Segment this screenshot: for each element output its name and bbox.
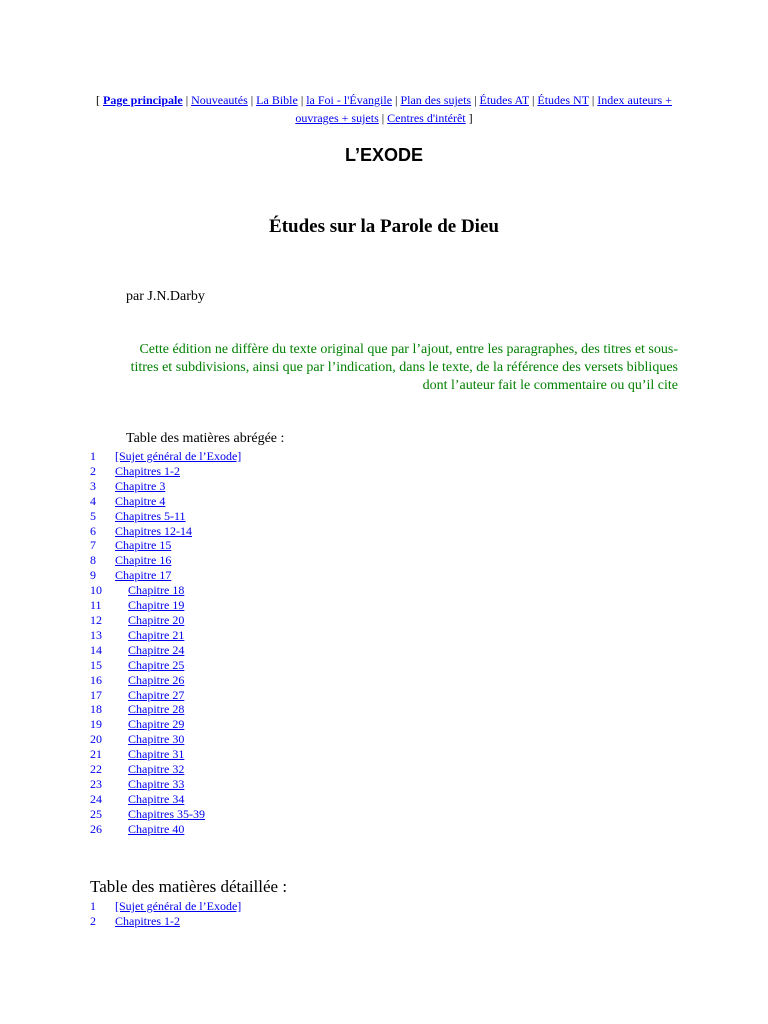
- toc-item-label: Chapitre 15: [115, 538, 172, 553]
- toc-item: [90, 717, 241, 732]
- toc-link[interactable]: [90, 598, 184, 613]
- toc-item-label: Chapitre 3: [115, 478, 166, 493]
- toc-link[interactable]: [90, 479, 165, 494]
- toc-item-number: 1: [90, 449, 96, 463]
- toc-item: [90, 673, 241, 688]
- toc-item-number: 11: [90, 598, 102, 613]
- toc-item: [90, 643, 241, 658]
- toc-item-label: Chapitres 1-2: [115, 463, 180, 478]
- toc-link[interactable]: [90, 762, 184, 777]
- toc-item-label: Chapitres 1-2: [115, 913, 180, 928]
- nav-link-etudes-at[interactable]: Études AT: [479, 93, 529, 107]
- toc-item-number: 23: [90, 776, 102, 791]
- toc-item-label: Chapitre 40: [128, 821, 185, 836]
- toc-item-number: 18: [90, 702, 102, 717]
- toc-item-number: 25: [90, 806, 102, 821]
- page-title: L’EXODE: [344, 145, 424, 165]
- toc-item-number: 13: [90, 627, 102, 642]
- toc-short-list: [90, 449, 241, 837]
- toc-item-number: 5: [90, 508, 96, 523]
- toc-item-number: 12: [90, 612, 102, 627]
- toc-item-number: 8: [90, 553, 96, 568]
- top-navigation: [90, 91, 678, 127]
- toc-item-label: Chapitre 31: [128, 747, 185, 762]
- toc-item: [90, 524, 241, 539]
- toc-item: [90, 479, 241, 494]
- toc-link[interactable]: [90, 673, 184, 688]
- toc-link[interactable]: [90, 524, 192, 539]
- toc-item-label: Chapitre 29: [128, 717, 185, 732]
- toc-item-number: 2: [90, 463, 96, 478]
- toc-item-number: 10: [90, 583, 102, 598]
- toc-item-label: Chapitre 25: [128, 657, 185, 672]
- toc-item-number: 7: [90, 538, 96, 553]
- toc-item-number: 17: [90, 687, 102, 702]
- toc-link[interactable]: [90, 449, 241, 464]
- nav-separator: |: [591, 93, 595, 107]
- toc-item: [90, 792, 241, 807]
- toc-item-label: Chapitres 35-39: [128, 806, 205, 821]
- toc-item-label: Chapitre 27: [128, 687, 185, 702]
- toc-link[interactable]: [90, 688, 184, 703]
- toc-item-number: 14: [90, 642, 102, 657]
- toc-item-number: 19: [90, 717, 102, 732]
- toc-item-label: Chapitre 33: [128, 776, 185, 791]
- toc-detailed-heading: Table des matières détaillée :: [90, 877, 288, 896]
- toc-item: [90, 449, 241, 464]
- toc-item-number: 9: [90, 568, 96, 583]
- toc-item: [90, 568, 241, 583]
- nav-separator: |: [474, 93, 477, 107]
- toc-item: [90, 899, 241, 914]
- toc-item-label: Chapitre 4: [115, 493, 166, 508]
- toc-item: [90, 613, 241, 628]
- nav-separator: |: [250, 93, 254, 107]
- nav-separator: |: [300, 93, 304, 107]
- toc-item: [90, 807, 241, 822]
- toc-item-label: Chapitre 16: [115, 553, 172, 568]
- nav-separator: |: [185, 93, 189, 107]
- toc-item-label: Chapitre 30: [128, 732, 185, 747]
- toc-link[interactable]: [90, 717, 184, 732]
- toc-item-label: Chapitres 5-11: [115, 508, 186, 523]
- toc-item-number: 1: [90, 899, 96, 913]
- toc-link[interactable]: [90, 702, 184, 717]
- toc-item: [90, 628, 241, 643]
- toc-item-label: Chapitres 12-14: [115, 523, 192, 538]
- toc-item: [90, 732, 241, 747]
- nav-open-bracket: [: [96, 93, 101, 107]
- toc-item-number: 6: [90, 523, 96, 538]
- nav-separator: |: [531, 93, 535, 107]
- nav-link-centres-interet[interactable]: Centres d'intérêt: [387, 111, 466, 125]
- toc-item-label: Chapitre 18: [128, 583, 185, 598]
- author-line: par J.N.Darby: [126, 289, 205, 304]
- toc-link[interactable]: [90, 747, 184, 762]
- toc-link[interactable]: [90, 643, 184, 658]
- nav-link-plan-des-sujets[interactable]: Plan des sujets: [400, 93, 472, 107]
- toc-item-number: 16: [90, 672, 102, 687]
- toc-item-number: 20: [90, 732, 102, 747]
- nav-link-etudes-nt[interactable]: Études NT: [537, 93, 589, 107]
- toc-item-number: 2: [90, 913, 96, 928]
- toc-item: [90, 538, 241, 553]
- toc-link[interactable]: [90, 494, 165, 509]
- toc-item-label: Chapitre 26: [128, 672, 185, 687]
- toc-link[interactable]: [90, 807, 205, 822]
- toc-link[interactable]: [90, 658, 184, 673]
- nav-close-bracket: ]: [468, 111, 473, 125]
- nav-separator: |: [395, 93, 398, 107]
- toc-item: [90, 688, 241, 703]
- toc-item: [90, 777, 241, 792]
- toc-short-heading: Table des matières abrégée :: [126, 431, 285, 446]
- toc-link[interactable]: [90, 777, 184, 792]
- toc-link[interactable]: [90, 822, 184, 837]
- toc-link[interactable]: [90, 899, 241, 914]
- toc-item: [90, 702, 241, 717]
- toc-item-number: 24: [90, 791, 102, 806]
- toc-link[interactable]: [90, 509, 186, 524]
- toc-link[interactable]: [90, 792, 184, 807]
- toc-link[interactable]: [90, 628, 184, 643]
- toc-item: [90, 583, 241, 598]
- toc-item: [90, 762, 241, 777]
- toc-item: [90, 747, 241, 762]
- toc-item-label: Chapitre 20: [128, 612, 185, 627]
- toc-item-label: Chapitre 21: [128, 627, 185, 642]
- toc-item: [90, 598, 241, 613]
- toc-detailed-list: [90, 899, 241, 929]
- toc-item: [90, 914, 241, 929]
- toc-item-label: Chapitre 19: [128, 598, 185, 613]
- toc-item-label: Chapitre 32: [128, 762, 185, 777]
- toc-item-number: 21: [90, 747, 102, 762]
- toc-item: [90, 494, 241, 509]
- toc-item-label: Chapitre 24: [128, 642, 185, 657]
- toc-item: [90, 553, 241, 568]
- toc-item-label: [Sujet général de l’Exode]: [115, 449, 242, 463]
- toc-item: [90, 658, 241, 673]
- toc-link[interactable]: [90, 568, 171, 583]
- toc-item: [90, 464, 241, 479]
- toc-link[interactable]: [90, 553, 171, 568]
- nav-link-page-principale[interactable]: Page principale: [103, 93, 183, 107]
- toc-item-label: [Sujet général de l’Exode]: [115, 899, 242, 913]
- page-subtitle: Études sur la Parole de Dieu: [269, 216, 499, 237]
- nav-link-index[interactable]: Index auteurs + ouvrages + sujets: [295, 93, 672, 125]
- toc-item-number: 26: [90, 821, 102, 836]
- nav-link-la-bible[interactable]: La Bible: [256, 93, 298, 107]
- toc-item-label: Chapitre 34: [128, 791, 185, 806]
- toc-item-number: 4: [90, 493, 96, 508]
- toc-link[interactable]: [90, 732, 184, 747]
- toc-item: [90, 509, 241, 524]
- toc-item-number: 15: [90, 657, 102, 672]
- nav-link-nouveautes[interactable]: Nouveautés: [191, 93, 248, 107]
- toc-item-number: 3: [90, 478, 96, 493]
- toc-item: [90, 822, 241, 837]
- nav-link-la-foi-evangile[interactable]: la Foi - l'Évangile: [306, 93, 393, 107]
- toc-link[interactable]: [90, 583, 184, 598]
- edition-note: Cette édition ne diffère du texte original que par l’ajout, entre les paragraphes, des titres et sous-titres et subdivisions, ainsi que par l’indication, dans le texte, de la référence des versets bibliques dont l’auteur fait le commentaire ou qu’il cite: [130, 342, 678, 393]
- toc-item-number: 22: [90, 762, 102, 777]
- toc-item-label: Chapitre 17: [115, 568, 172, 583]
- nav-separator: |: [381, 111, 385, 125]
- toc-item-label: Chapitre 28: [128, 702, 185, 717]
- toc-link[interactable]: [90, 464, 180, 479]
- toc-link[interactable]: [90, 914, 180, 929]
- toc-link[interactable]: [90, 538, 171, 553]
- toc-link[interactable]: [90, 613, 184, 628]
